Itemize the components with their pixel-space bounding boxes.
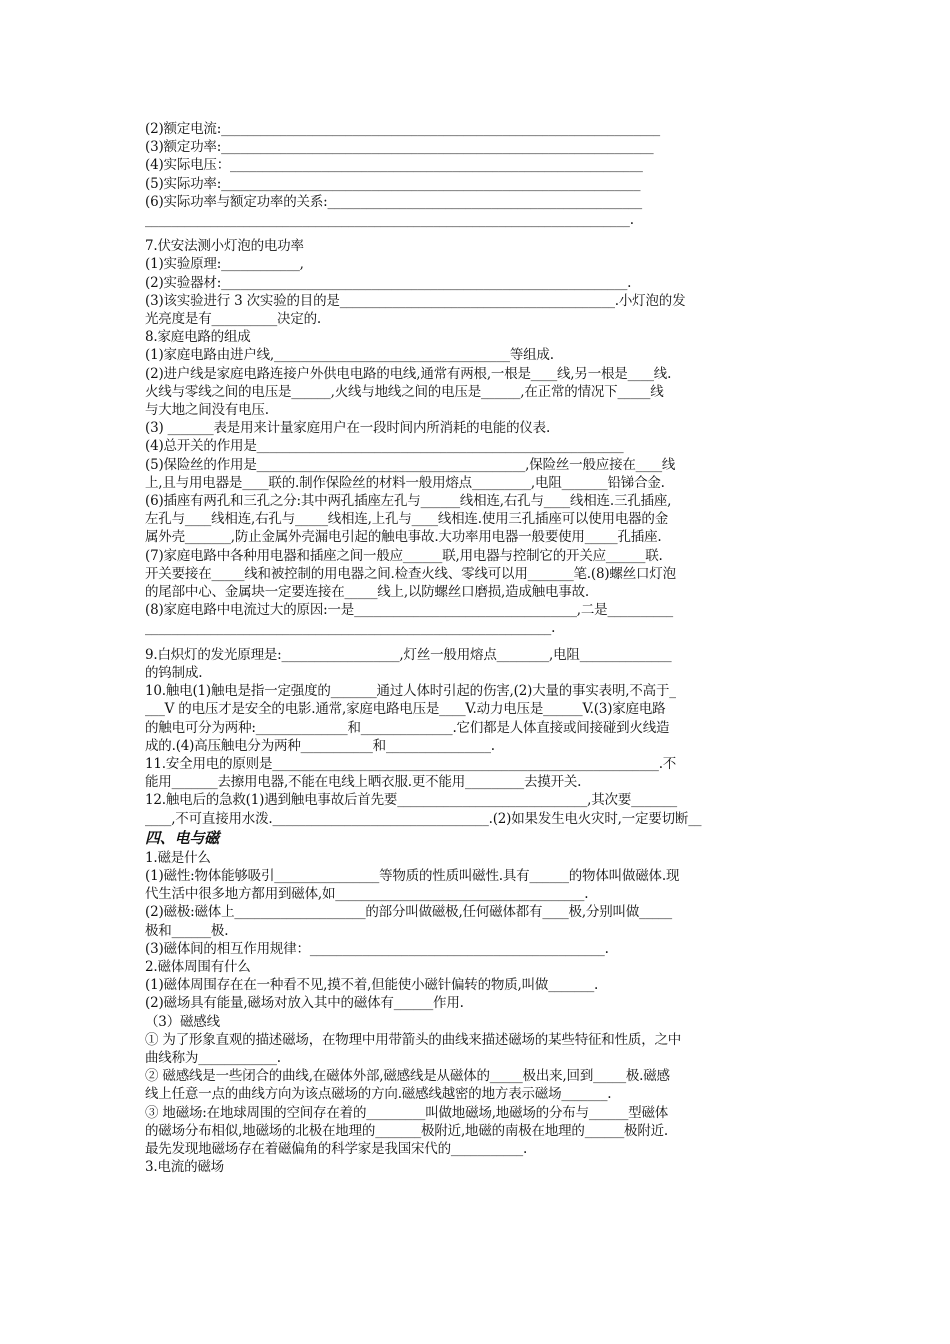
text-line: 能用_______去擦用电器,不能在电线上晒衣服.更不能用_________去摸开关. [145,774,582,791]
text-line: (2)额定电流:___________________________________________________________________ [145,121,660,137]
text-line: 上,且与用电器是____联的.制作保险丝的材料一般用熔点_________,电阻_______铅锑合金. [145,474,665,491]
text-line: ______________________________________________________________. [145,620,556,637]
text-line: 代生活中很多地方都用到磁体,如______________________________________. [145,886,589,903]
text-line: 9.白炽灯的发光原理是:__________________,灯丝一般用熔点________,电阻______________ [145,646,672,663]
text-line: (2)实验器材:______________________________________________________________. [145,274,632,291]
text-line: (5)实际功率:________________________________________________________________ [145,175,641,192]
text-line: 的钨制成. [145,664,203,681]
text-line: 线上任意一点的曲线方向为该点磁场的方向.磁感线越密的地方表示磁场_______. [145,1086,612,1103]
text-line: 曲线称为____________. [145,1049,281,1066]
text-line: 左孔与____线相连,右孔与_____线相连,上孔与____线相连.使用三孔插座可以使用电器的金 [145,511,669,528]
text-line: 属外壳_______,防止金属外壳漏电引起的触电事故.大功率用电器一般要使用_____孔插座. [145,529,662,546]
text-line: (2)进户线是家庭电路连接户外供电电路的电线,通常有两根,一根是____线,另一根是____线. [145,365,672,382]
spacer [145,229,805,237]
document-page [145,120,805,1176]
text-line: (1)家庭电路由进户线,____________________________________等组成. [145,347,554,364]
spacer [145,638,805,646]
text-line: (6)实际功率与额定功率的关系:________________________________________________ [145,193,642,210]
text-line: (2)磁场具有能量,磁场对放入其中的磁体有______作用. [145,995,464,1012]
text-line: (1)实验原理:____________, [145,256,304,273]
text-line: ___V 的电压才是安全的电影.通常,家庭电路电压是____V.动力电压是______V.(3)家庭电路 [145,701,666,718]
text-line: (2)磁极:磁体上____________________的部分叫做磁极,任何磁体都有____极,分别叫做_____ [145,904,672,921]
text-line: __________________________________________________________________________. [145,212,634,229]
text-line: (1)磁体周围存在在一种看不见,摸不着,但能使小磁针偏转的物质,叫做_______. [145,977,599,994]
section-title: 8.家庭电路的组成 [145,329,251,346]
sub-section-title: （3）磁感线 [145,1013,220,1030]
text-line: 极和______极. [145,922,229,939]
text-line: (5)保险丝的作用是_________________________________________,保险丝一般应接在____线 [145,456,676,473]
text-line: (4)实际电压：_______________________________________________________________ [145,157,643,174]
section-title: 2.磁体周围有什么 [145,958,251,975]
text-line: ③ 地磁场:在地球周围的空间存在着的_________叫做地磁场,地磁场的分布与______型磁体 [145,1104,669,1121]
chapter-heading: 四、电与磁 [145,828,220,847]
text-line: (7)家庭电路中各种用电器和插座之间一般应______联,用电器与控制它的开关应______联. [145,547,663,564]
text-line: 11.安全用电的原则是___________________________________________________________.不 [145,755,677,772]
section-title: 3.电流的磁场 [145,1159,224,1176]
text-line: 光亮度是有__________决定的. [145,311,321,328]
text-line: (3)磁体间的相互作用规律：_____________________________________________. [145,940,609,957]
text-line: 最先发现地磁场存在着磁偏角的科学家是我国宋代的___________. [145,1140,528,1157]
text-line: ① 为了形象直观的描述磁场，在物理中用带箭头的曲线来描述磁场的某些特征和性质，之中 [145,1031,682,1048]
text-line: (4)总开关的作用是________________________________________________________ [145,438,624,455]
section-title: 1.磁是什么 [145,849,211,866]
text-line: 的尾部中心、金属块一定要连接在_____线上,以防螺丝口磨损,造成触电事故. [145,584,590,601]
text-line: 12.触电后的急救(1)遇到触电事故后首先要_____________________________,其次要_______ [145,792,677,809]
text-line: (8)家庭电路中电流过大的原因:一是__________________________________,二是__________ [145,602,673,619]
text-line: 的磁场分布相似,地磁场的北极在地理的_______极附近,地磁的南极在地理的______极附近. [145,1122,669,1139]
text-line: 成的.(4)高压触电分为两种___________和________________. [145,737,495,754]
text-line: (1)磁性:物体能够吸引________________等物质的性质叫磁性.具有______的物体叫做磁体.现 [145,867,680,884]
text-line: (6)插座有两孔和三孔之分:其中两孔插座左孔与______线相连,右孔与____线相连.三孔插座, [145,493,672,510]
text-line: (3)该实验进行 3 次实验的目的是__________________________________________.小灯泡的发 [145,292,686,309]
text-line: 10.触电(1)触电是指一定强度的_______通过人体时引起的伤害,(2)大量的事实表明,不高于_ [145,683,676,700]
text-line: 与大地之间没有电压. [145,402,269,419]
section-title: 7.伏安法测小灯泡的电功率 [145,238,304,255]
text-line: ② 磁感线是一些闭合的曲线,在磁体外部,磁感线是从磁体的_____极出来,回到_____极.磁感 [145,1068,670,1085]
text-line: (3) _______表是用来计量家庭用户在一段时间内所消耗的电能的仪表. [145,420,551,437]
text-line: 火线与零线之间的电压是______,火线与地线之间的电压是______,在正常的情况下_____线 [145,383,664,400]
text-line: ____,不可直接用水泼._________________________________.(2)如果发生电火灾时,一定要切断__ [145,810,702,827]
text-line: 的触电可分为两种:______________和______________.它们都是人体直接或间接碰到火线造 [145,719,670,736]
text-line: (3)额定功率:__________________________________________________________________ [145,139,654,156]
text-line: 开关要接在_____线和被控制的用电器之间.检查火线、零线可以用_______笔.(8)螺丝口灯泡 [145,565,676,582]
